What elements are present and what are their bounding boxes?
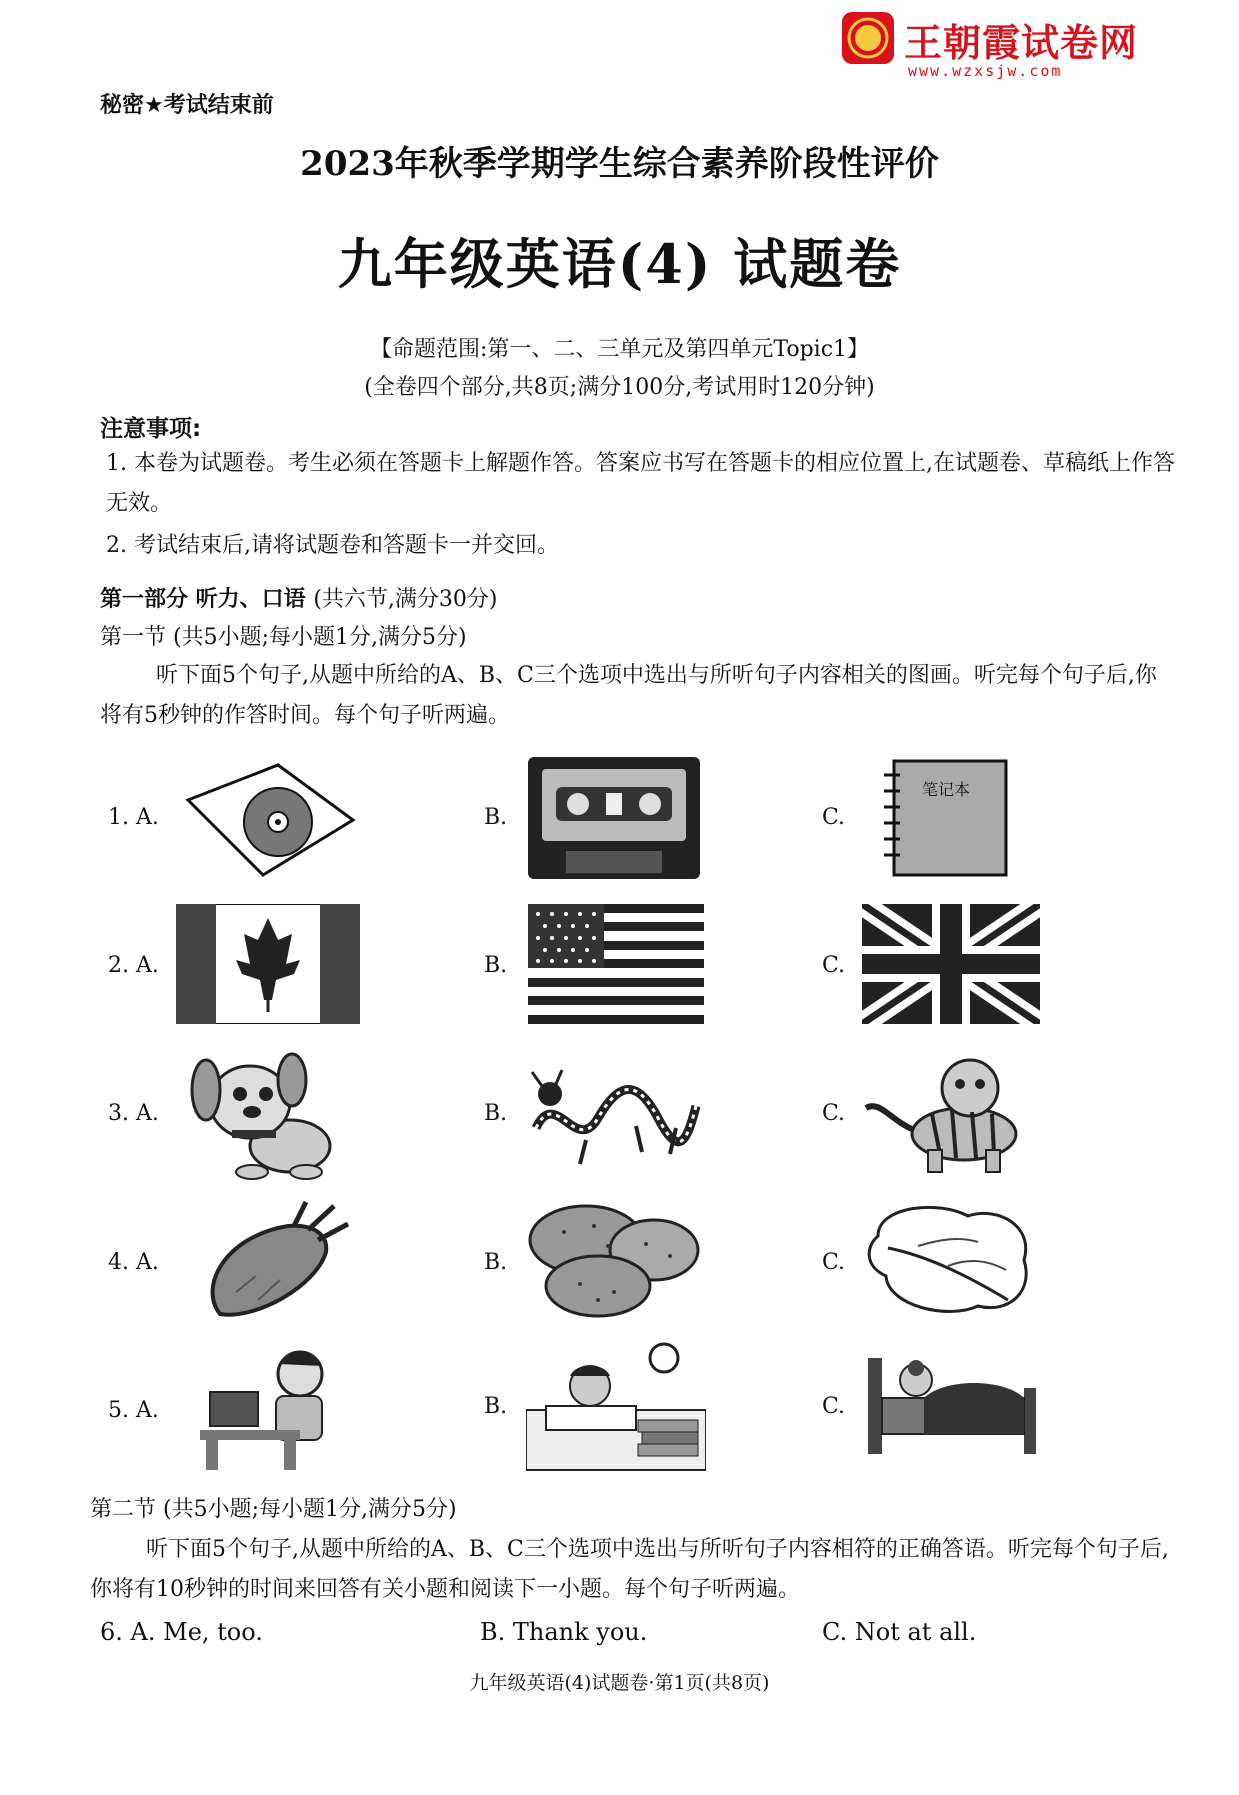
canada-flag-picture: [176, 904, 360, 1024]
brand-url: www.wzxsjw.com: [908, 62, 1063, 80]
page-footer: 九年级英语(4)试题卷·第1页(共8页): [469, 1672, 770, 1694]
confidential-mark: 秘密★考试结束前: [100, 93, 274, 118]
q5-option-b-label: B.: [484, 1394, 508, 1419]
q6-option-c: C. Not at all.: [822, 1618, 977, 1646]
notice-heading: 注意事项:: [100, 416, 202, 442]
brand-name: 王朝霞试卷网: [904, 21, 1139, 65]
q4-option-c-label: C.: [822, 1250, 846, 1275]
boy-at-computer-picture: [200, 1344, 340, 1472]
dragon-picture: [526, 1066, 704, 1174]
uk-flag-picture: [862, 904, 1040, 1024]
section1-title: 第一节 (共5小题;每小题1分,满分5分): [100, 625, 467, 650]
usa-flag-picture: [528, 904, 704, 1024]
q1-option-b-label: B.: [484, 805, 508, 830]
section2-instruction: 听下面5个句子,从题中所给的A、B、C三个选项中选出与所听句子内容相符的正确答语。听完每个句子后,你将有10秒钟的时间来回答有关小题和阅读下一小题。每个句子听两遍。: [90, 1537, 1169, 1602]
q5-option-a-label: 5. A.: [108, 1398, 159, 1423]
q3-option-a-label: 3. A.: [108, 1101, 159, 1126]
part1-detail: (共六节,满分30分): [313, 587, 498, 612]
q3-option-b-label: B.: [484, 1101, 508, 1126]
carrot-picture: [196, 1196, 352, 1322]
q4-option-a-label: 4. A.: [108, 1250, 159, 1275]
q2-option-b-label: B.: [484, 953, 508, 978]
tiger-picture: [860, 1050, 1040, 1174]
boy-reading-picture: [526, 1340, 706, 1472]
section2-title: 第二节 (共5小题;每小题1分,满分5分): [90, 1497, 457, 1522]
exam-info: (全卷四个部分,共8页;满分100分,考试用时120分钟): [364, 375, 875, 400]
q6-option-a: 6. A. Me, too.: [100, 1618, 263, 1646]
q6-option-b: B. Thank you.: [480, 1618, 648, 1646]
cabbage-picture: [858, 1196, 1042, 1320]
q2-option-a-label: 2. A.: [108, 953, 159, 978]
section1-instruction: 听下面5个句子,从题中所给的A、B、C三个选项中选出与所听句子内容相关的图画。听完每个句子后,你将有5秒钟的作答时间。每个句子听两遍。: [100, 663, 1157, 728]
cassette-tape-picture: [526, 755, 702, 881]
notice-item-2: 2. 考试结束后,请将试题卷和答题卡一并交回。: [106, 533, 559, 558]
potatoes-picture: [524, 1200, 704, 1320]
q2-option-c-label: C.: [822, 953, 846, 978]
exam-title-top: 2023年秋季学期学生综合素养阶段性评价: [300, 144, 939, 184]
notebook-label: 笔记本: [922, 780, 971, 799]
q1-option-c-label: C.: [822, 805, 846, 830]
q4-option-b-label: B.: [484, 1250, 508, 1275]
part1-title-text: 第一部分 听力、口语: [100, 586, 306, 612]
dog-picture: [182, 1050, 342, 1180]
notice-item-1: 1. 本卷为试题卷。考生必须在答题卡上解题作答。答案应书写在答题卡的相应位置上,在试题卷、草稿纸上作答无效。: [106, 451, 1175, 516]
child-in-bed-picture: [864, 1338, 1040, 1458]
exam-scope: 【命题范围:第一、二、三单元及第四单元Topic1】: [369, 337, 870, 362]
q3-option-c-label: C.: [822, 1101, 846, 1126]
cd-disc-picture: [178, 760, 358, 880]
q5-option-c-label: C.: [822, 1394, 846, 1419]
q1-option-a-label: 1. A.: [108, 805, 159, 830]
notebook-picture: [882, 755, 1012, 879]
exam-title-main: 九年级英语(4) 试题卷: [337, 232, 902, 296]
